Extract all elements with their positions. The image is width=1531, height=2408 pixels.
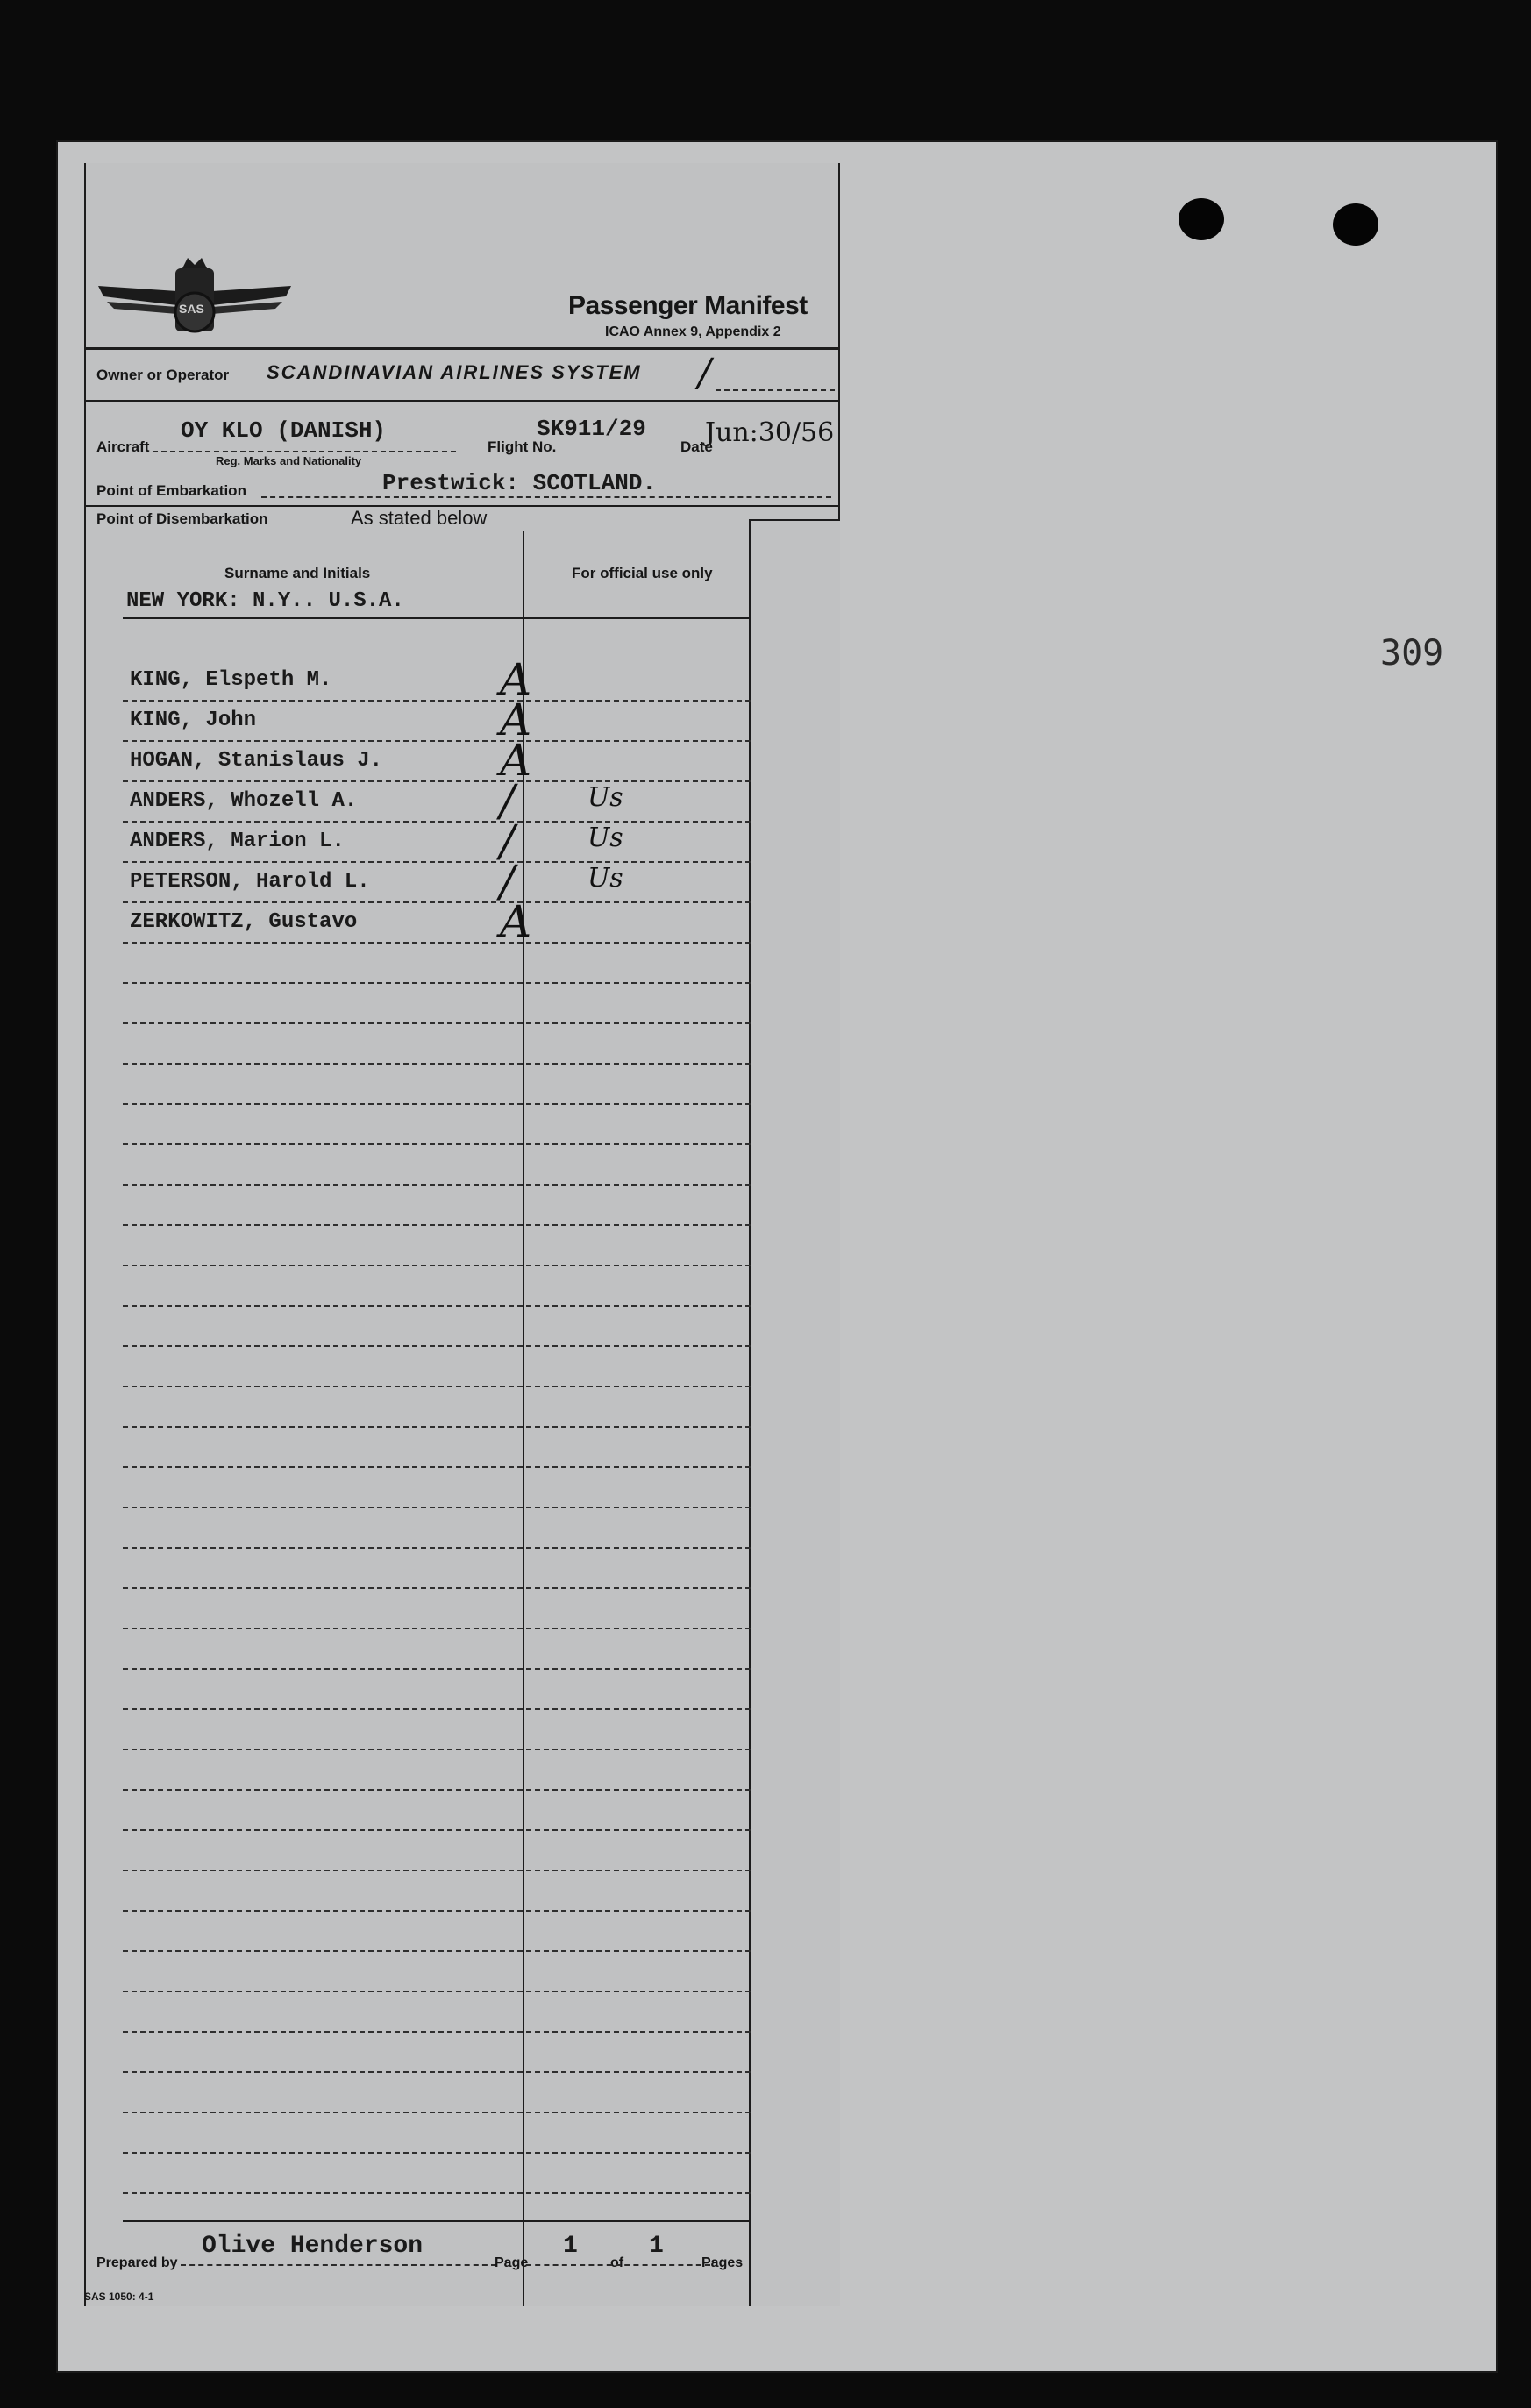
- passenger-name: ANDERS, Marion L.: [130, 830, 345, 853]
- column-header-name: Surname and Initials: [224, 565, 371, 581]
- blank-row-line: [123, 2071, 751, 2073]
- row-line: [123, 861, 751, 863]
- blank-row-line: [123, 2152, 751, 2154]
- flight-value: SK911/29: [537, 416, 646, 442]
- sas-winged-logo: [95, 256, 295, 342]
- official-check-mark: A: [500, 896, 532, 947]
- owner-line: [716, 389, 835, 391]
- embark-value: Prestwick: SCOTLAND.: [382, 470, 657, 496]
- owner-label: Owner or Operator: [96, 367, 230, 383]
- table-bottom-rule: [123, 2220, 751, 2222]
- blank-row-line: [123, 1950, 751, 1952]
- of-label: of: [610, 2255, 624, 2270]
- blank-row-line: [123, 1143, 751, 1145]
- blank-row-line: [123, 1466, 751, 1468]
- blank-row-line: [123, 1224, 751, 1226]
- passenger-name: KING, Elspeth M.: [130, 668, 332, 692]
- blank-row-line: [123, 1789, 751, 1791]
- page-value: 1: [563, 2233, 578, 2260]
- official-check-mark: /: [500, 775, 515, 826]
- blank-row-line: [123, 1708, 751, 1710]
- official-note: Us: [587, 782, 623, 813]
- form-subtitle: ICAO Annex 9, Appendix 2: [605, 324, 781, 339]
- blank-row-line: [123, 1022, 751, 1024]
- blank-row-line: [123, 2112, 751, 2113]
- blank-row-line: [123, 1628, 751, 1629]
- passenger-name: ZERKOWITZ, Gustavo: [130, 910, 358, 934]
- official-check-mark: /: [500, 816, 515, 866]
- form-step-border: [751, 519, 840, 521]
- blank-row-line: [123, 1991, 751, 1992]
- passenger-name: PETERSON, Harold L.: [130, 870, 370, 894]
- blank-row-line: [123, 1507, 751, 1508]
- blank-row-line: [123, 1910, 751, 1912]
- manifest-form: [84, 163, 840, 2306]
- column-header-official: For official use only: [572, 565, 713, 581]
- prepared-label: Prepared by: [96, 2255, 178, 2270]
- blank-row-line: [123, 1587, 751, 1589]
- passenger-row: [84, 775, 751, 826]
- row-line: [123, 780, 751, 782]
- form-left-border: [84, 163, 86, 2306]
- blank-row-line: [123, 982, 751, 984]
- blank-row-line: [123, 1345, 751, 1347]
- passenger-row: [84, 896, 751, 947]
- blank-row-line: [123, 1870, 751, 1871]
- form-title: Passenger Manifest: [568, 291, 808, 320]
- owner-rule: [84, 400, 838, 402]
- aircraft-label: Aircraft: [96, 438, 150, 455]
- passenger-name: ANDERS, Whozell A.: [130, 789, 358, 813]
- logo-text: SAS: [179, 302, 204, 316]
- page-line: [526, 2264, 710, 2266]
- form-code: SAS 1050: 4-1: [84, 2290, 154, 2303]
- blank-row-line: [123, 1547, 751, 1549]
- punch-hole: [1179, 198, 1224, 240]
- blank-row-line: [123, 1749, 751, 1750]
- row-line: [123, 700, 751, 702]
- official-check-mark: /: [500, 856, 515, 907]
- embark-line: [261, 496, 831, 498]
- pages-label: Pages: [701, 2255, 744, 2270]
- embark-label: Point of Embarkation: [96, 482, 246, 499]
- date-value: Jun:30/56: [705, 417, 835, 448]
- official-check-mark: A: [500, 654, 532, 705]
- blank-row-line: [123, 1265, 751, 1266]
- blank-row-line: [123, 1103, 751, 1105]
- flight-label: Flight No.: [488, 438, 557, 455]
- blank-row-line: [123, 1386, 751, 1387]
- passenger-row: [84, 816, 751, 866]
- header-bottom-rule: [123, 617, 751, 619]
- passenger-row: [84, 695, 751, 745]
- official-check-mark: A: [500, 735, 532, 786]
- destination-value: NEW YORK: N.Y.. U.S.A.: [126, 589, 404, 613]
- row-line: [123, 942, 751, 944]
- aircraft-value: OY KLO (DANISH): [181, 417, 387, 444]
- blank-row-line: [123, 1184, 751, 1186]
- passenger-row: [84, 735, 751, 786]
- aircraft-sublabel: Reg. Marks and Nationality: [216, 454, 362, 467]
- passenger-row: [84, 654, 751, 705]
- row-line: [123, 901, 751, 903]
- blank-row-line: [123, 1829, 751, 1831]
- blank-row-line: [123, 1668, 751, 1670]
- row-line: [123, 740, 751, 742]
- form-top-right-border: [838, 163, 840, 519]
- official-note: Us: [587, 863, 623, 894]
- owner-check-mark: /: [698, 351, 711, 395]
- passenger-name: HOGAN, Stanislaus J.: [130, 749, 383, 773]
- page-stamp-number: 309: [1380, 633, 1444, 673]
- punch-hole: [1333, 203, 1378, 246]
- blank-row-line: [123, 2192, 751, 2194]
- official-note: Us: [587, 823, 623, 853]
- prepared-value: Olive Henderson: [202, 2233, 424, 2260]
- date-label: Date: [680, 438, 713, 455]
- passenger-name: KING, John: [130, 709, 257, 732]
- aircraft-line: [153, 451, 456, 452]
- header-rule: [84, 347, 838, 350]
- disembark-label: Point of Disembarkation: [96, 510, 268, 527]
- disembark-value: As stated below: [351, 507, 488, 529]
- blank-row-line: [123, 1063, 751, 1065]
- of-value: 1: [649, 2233, 664, 2260]
- page-label: Page: [495, 2255, 529, 2270]
- official-check-mark: A: [500, 695, 532, 745]
- blank-row-line: [123, 1305, 751, 1307]
- owner-value: SCANDINAVIAN AIRLINES SYSTEM: [267, 361, 642, 383]
- prepared-line: [181, 2264, 496, 2266]
- row-line: [123, 821, 751, 823]
- passenger-row: [84, 856, 751, 907]
- blank-row-line: [123, 1426, 751, 1428]
- blank-row-line: [123, 2031, 751, 2033]
